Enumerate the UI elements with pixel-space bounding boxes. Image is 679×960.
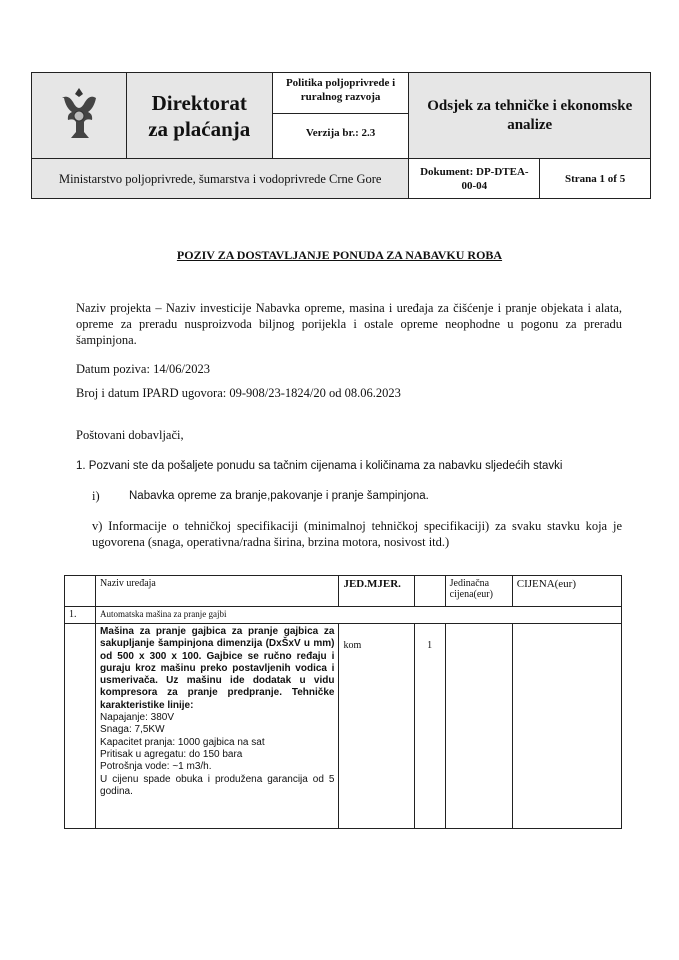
department-cell bbox=[409, 73, 651, 159]
organization-name-line2: za plaćanja bbox=[148, 116, 251, 141]
spec-capacity: Kapacitet pranja: 1000 gajbica na sat bbox=[100, 736, 265, 748]
item-price bbox=[512, 624, 621, 829]
item-unit-price bbox=[445, 624, 512, 829]
point-v-text: v) Informacije o tehničkoj specifikaciji (minimalnoj tehničkoj specifikaciji) za svaku stavku koja je ugovorena (snaga, operativna/radna širina, brzina motora, nosivost itd.) bbox=[92, 519, 622, 549]
greeting: Poštovani dobavljači, bbox=[76, 428, 184, 442]
spec-warranty: U cijenu spade obuka i produžena garancija od 5 godina. bbox=[100, 773, 335, 797]
version-text: Verzija br.: 2.3 bbox=[305, 127, 376, 139]
document-cell bbox=[409, 159, 540, 199]
header-empty bbox=[414, 576, 445, 607]
table-row bbox=[65, 624, 622, 829]
header-unit-price: Jedinačna cijena(eur) bbox=[445, 576, 512, 607]
row-title: Automatska mašina za pranje gajbi bbox=[96, 607, 622, 624]
table-row bbox=[65, 607, 622, 624]
document-header bbox=[31, 72, 651, 199]
logo-cell bbox=[32, 73, 127, 159]
spec-water: Potrošnja vode: ~1 m3/h. bbox=[100, 761, 212, 773]
page-number: Strana 1 of 5 bbox=[565, 172, 626, 185]
organization-name: Direktorat bbox=[151, 90, 247, 115]
spec-power-supply: Napajanje: 380V bbox=[100, 712, 174, 724]
invitation-date: Datum poziva: 14/06/2023 bbox=[76, 362, 211, 376]
item-unit: kom bbox=[339, 624, 414, 829]
item-main-description: Mašina za pranje gajbica za pranje gajbica za sakupljanje šampinjona dimenzija (DxŠxV u mm) od 500 x 300 x 100. Gajbice se ručno ređaju i guraju kroz mašinu preko postavljenih vodica i usmerivača. Uz mašinu ide dodatak u vidu kompresora za pranje predpranje. Tehničke karakteristike linije: bbox=[100, 626, 335, 711]
ministry-cell bbox=[32, 159, 409, 199]
organization-cell bbox=[126, 73, 272, 159]
department-name: Odsjek za tehničke i ekonomske analize bbox=[427, 97, 633, 133]
header-index bbox=[65, 576, 96, 607]
point-1: 1. Pozvani ste da pošaljete ponudu sa tačnim cijenama i količinama za nabavku sljedećih stavki bbox=[76, 460, 563, 472]
point-i-label: i) bbox=[92, 489, 100, 503]
row-number: 1. bbox=[65, 607, 96, 624]
ministry-name: Ministarstvo poljoprivrede, šumarstva i vodoprivrede Crne Gore bbox=[58, 171, 382, 186]
item-quantity: 1 bbox=[414, 624, 445, 829]
point-i-text: Nabavka opreme za branje,pakovanje i pranje šampinjona. bbox=[129, 490, 429, 502]
spec-pressure: Pritisak u agregatu: do 150 bara bbox=[100, 748, 243, 760]
header-unit: JED.MJER. bbox=[339, 576, 414, 607]
document-title: POZIV ZA DOSTAVLJANJE PONUDA ZA NABAVKU ROBA bbox=[176, 248, 503, 262]
header-price: CIJENA(eur) bbox=[512, 576, 621, 607]
spec-power: Snaga: 7,5KW bbox=[100, 724, 165, 736]
items-table bbox=[64, 575, 622, 829]
document-code: Dokument: DP-DTEA-00-04 bbox=[420, 165, 529, 192]
coat-of-arms-icon bbox=[56, 84, 102, 142]
row-index-empty bbox=[65, 624, 96, 829]
policy-version-cell bbox=[272, 73, 409, 159]
contract-info: Broj i datum IPARD ugovora: 09-908/23-1824/20 od 08.06.2023 bbox=[76, 386, 401, 400]
project-description: Naziv projekta – Naziv investicije Nabavka opreme, masina i uređaja za čišćenje i pranje objekata i alata, opreme za preradu nusproizvoda biljnog porijekla i ostale opreme neophodne u pogonu za preradu šampinjona. bbox=[76, 301, 622, 347]
page-cell bbox=[540, 159, 651, 199]
policy-text: Politika poljoprivrede i ruralnog razvoja bbox=[273, 73, 409, 114]
item-description bbox=[96, 624, 339, 829]
table-header-row bbox=[65, 576, 622, 607]
header-device-name: Naziv uređaja bbox=[96, 576, 339, 607]
